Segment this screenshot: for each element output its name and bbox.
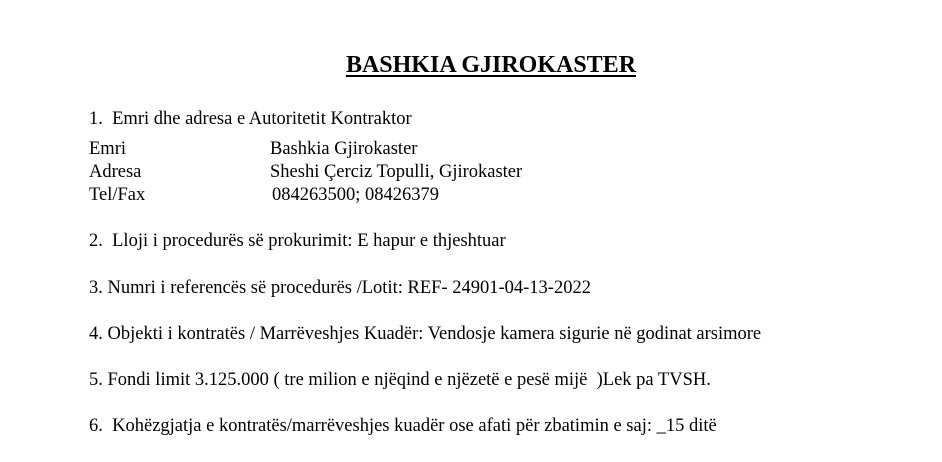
section-2-procedure-type: 2. Lloji i procedurës së prokurimit: E hapur e thjeshtuar xyxy=(89,231,506,251)
contractor-telfax-value: 084263500; 08426379 xyxy=(272,185,440,205)
document-title: BASHKIA GJIROKASTER xyxy=(345,52,637,78)
section-4-contract-object: 4. Objekti i kontratës / Marrëveshjes Kuadër: Vendosje kamera sigurie në godinat arsimore xyxy=(89,324,762,344)
contractor-address-value: Sheshi Çerciz Topulli, Gjirokaster xyxy=(270,162,523,182)
section-1-heading: 1. Emri dhe adresa e Autoritetit Kontraktor xyxy=(89,109,412,129)
section-6-contract-duration: 6. Kohëzgjatja e kontratës/marrëveshjes kuadër ose afati për zbatimin e saj: _15 ditë xyxy=(89,416,717,436)
contractor-name-label: Emri xyxy=(89,139,126,159)
section-3-reference-number: 3. Numri i referencës së procedurës /Lotit: REF- 24901-04-13-2022 xyxy=(89,278,591,298)
contractor-name-value: Bashkia Gjirokaster xyxy=(270,139,418,159)
contractor-telfax-label: Tel/Fax xyxy=(89,185,146,205)
contractor-address-label: Adresa xyxy=(89,162,142,182)
section-5-limit-fund: 5. Fondi limit 3.125.000 ( tre milion e njëqind e njëzetë e pesë mijë )Lek pa TVSH. xyxy=(89,370,711,390)
